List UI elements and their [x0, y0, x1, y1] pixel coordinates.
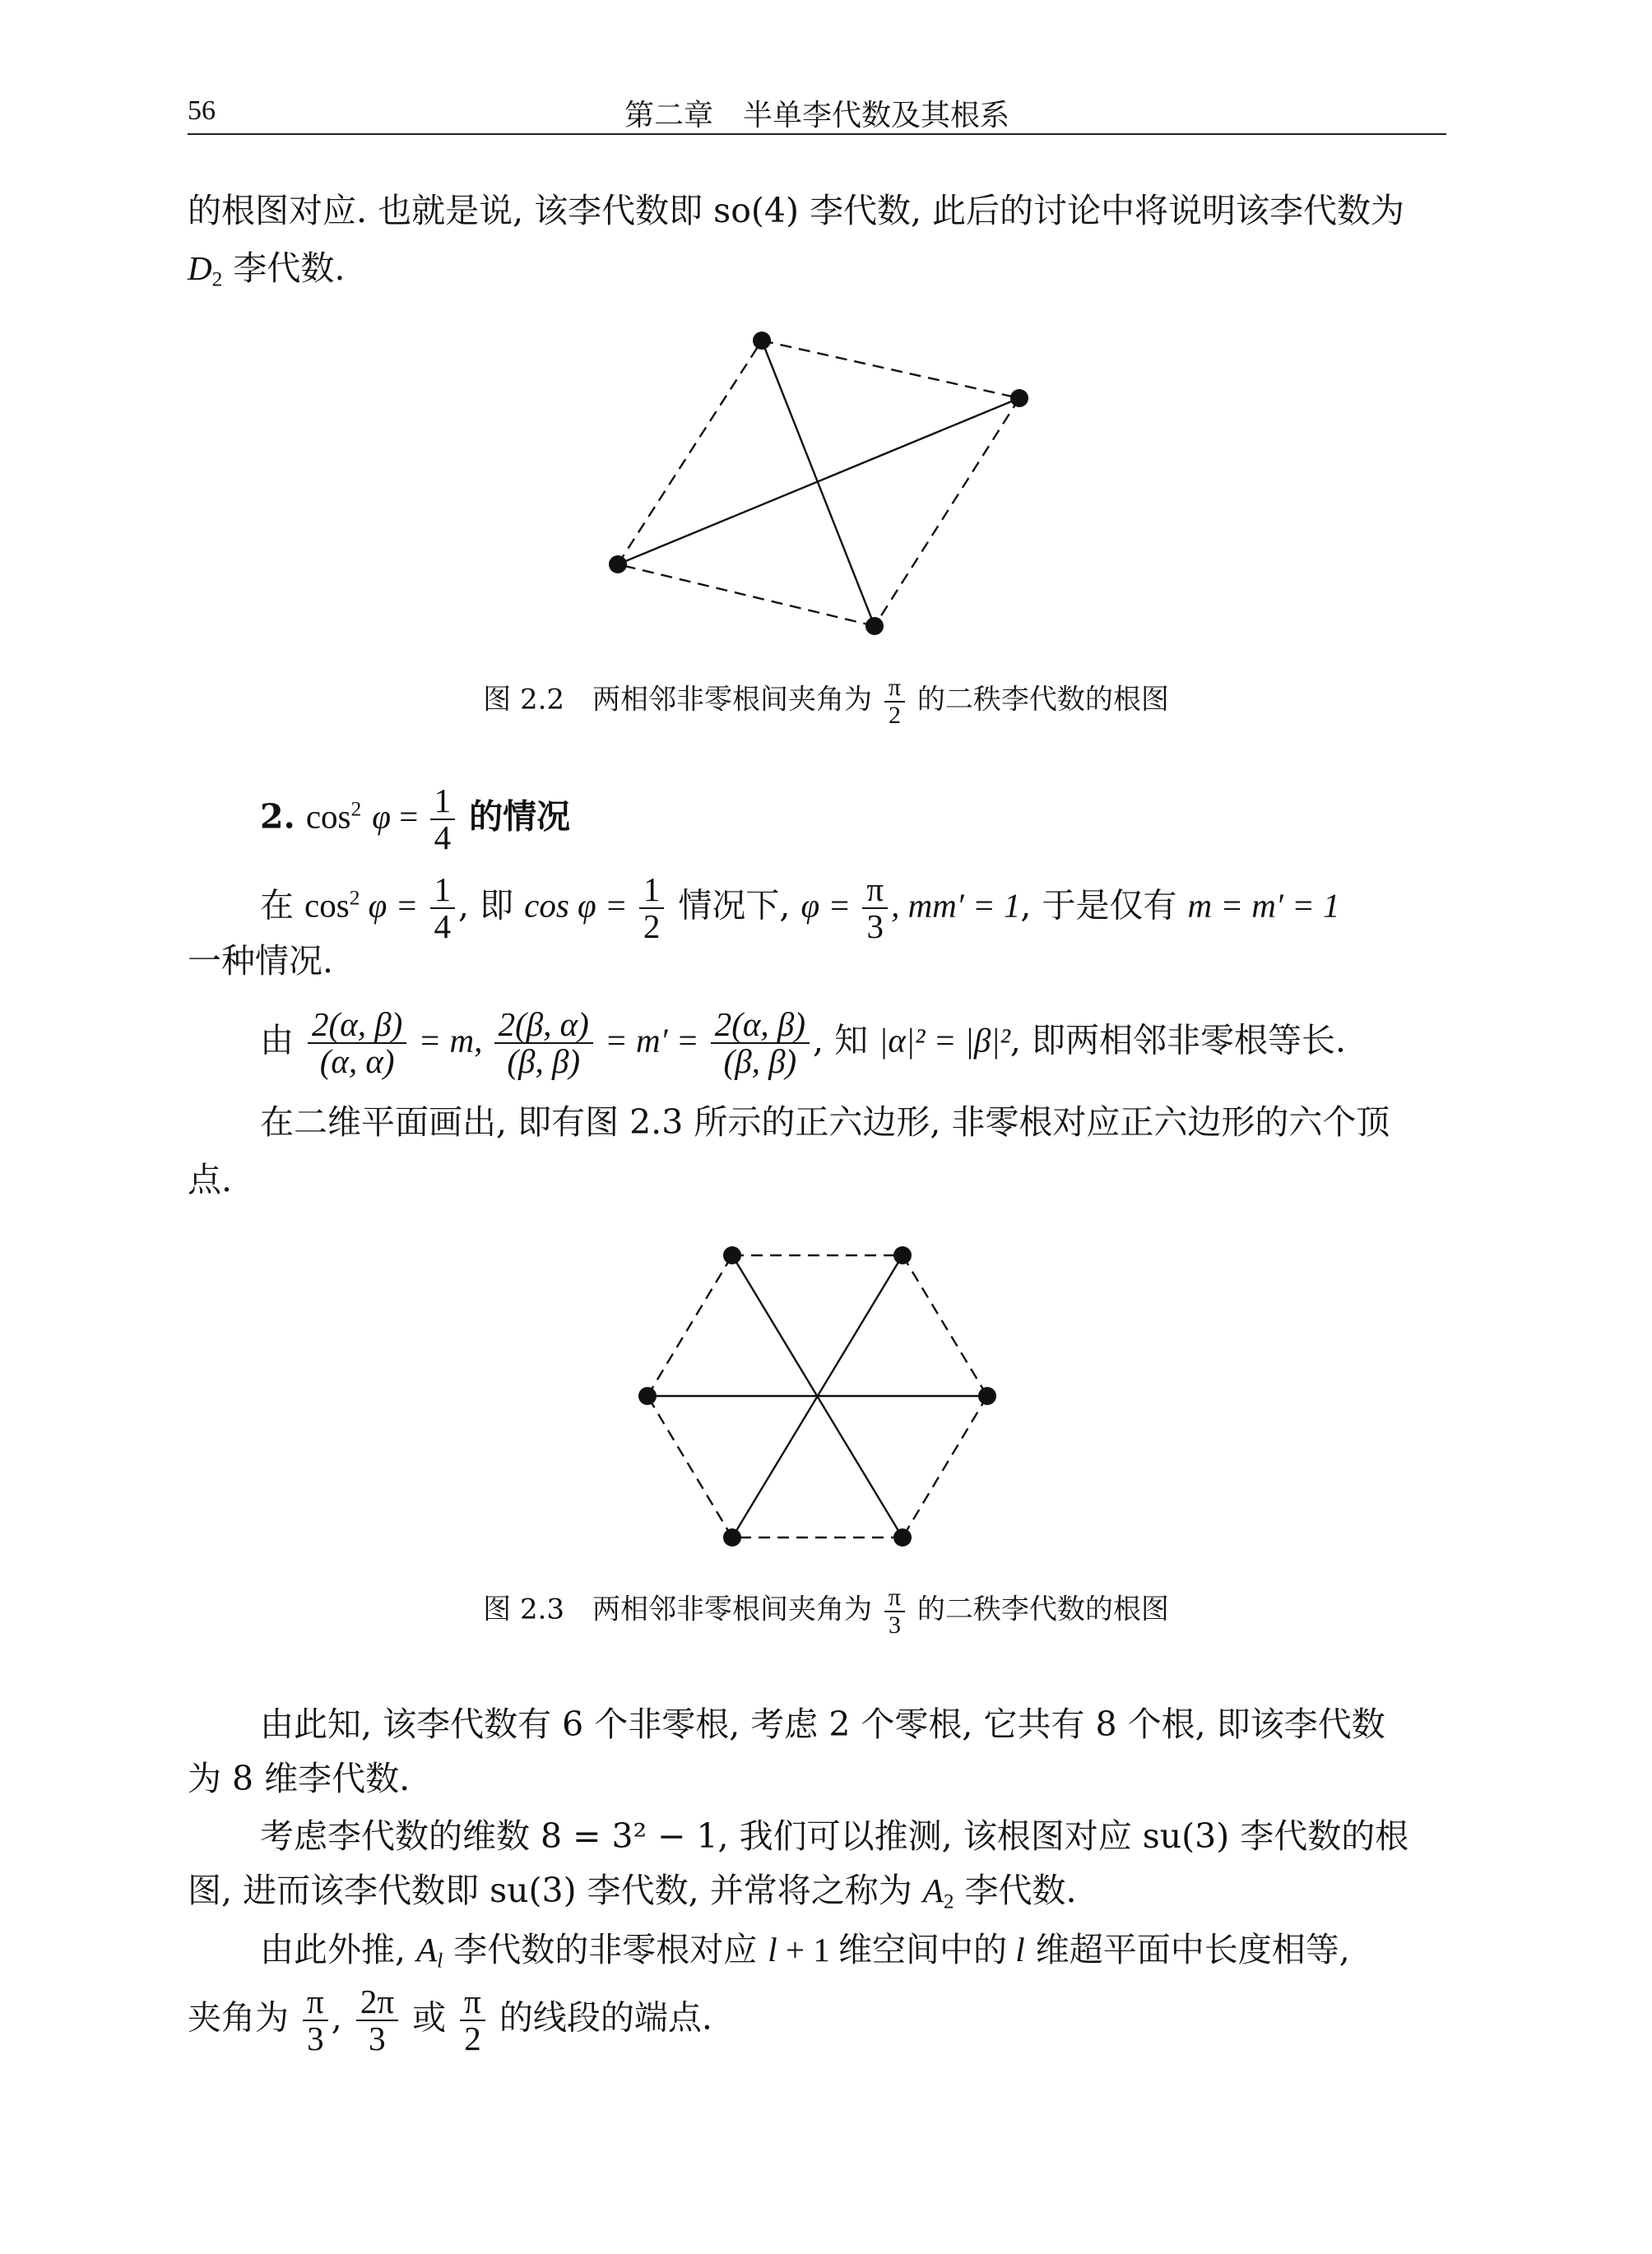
root-point: [865, 617, 884, 635]
paragraph-2-line-1: 在 $\cos^2 \varphi$ = $\frac{1}{4}$ , 即 cos φ = $\frac{1}{2}$ 情况下, φ = $\frac{\pi}{3}$ , mm′ = 1, 于是仅有 m = m′ = 1: [260, 870, 1340, 946]
dashed-edge: [903, 1255, 987, 1396]
root-point: [638, 1387, 657, 1405]
root-point: [1010, 389, 1028, 407]
root-point: [609, 555, 627, 573]
figure-2-2-caption: 图 2.2 两相邻非零根间夹角为 $\frac{\pi}{2}$ 的二秩李代数的根图: [483, 674, 1169, 729]
paragraph-6-line-2: 图, 进而该李代数即 su(3) 李代数, 并常将之称为 $A_2$ 李代数.: [188, 1871, 1077, 1913]
figure-2-3-caption: 图 2.3 两相邻非零根间夹角为 $\frac{\pi}{3}$ 的二秩李代数的根图: [483, 1584, 1169, 1639]
paragraph-7-line-1: 由此外推, $A_l$ 李代数的非零根对应 l + 1 维空间中的 l 维超平面中长度相等,: [260, 1930, 1350, 1973]
paragraph-6-line-1: 考虑李代数的维数 8 = 3² − 1, 我们可以推测, 该根图对应 su(3) 李代数的根: [260, 1816, 1409, 1856]
paragraph-5-line-2: 为 8 维李代数.: [188, 1759, 411, 1798]
dashed-edge: [875, 398, 1019, 626]
dashed-edge: [647, 1255, 732, 1396]
paragraph-4-line-1: 在二维平面画出, 即有图 2.3 所示的正六边形, 非零根对应正六边形的六个顶: [260, 1102, 1390, 1142]
fraction: $\frac{\pi}{3}$: [884, 1584, 905, 1638]
fraction: $\frac{2(\beta, \alpha)}{(\beta, \beta)}$: [494, 1007, 593, 1079]
fraction: $\frac{1}{4}$: [430, 783, 456, 856]
paragraph-2-line-2: 一种情况.: [188, 941, 334, 981]
running-title: 第二章 半单李代数及其根系: [624, 99, 1009, 132]
paragraph-7-line-2: 夹角为 $\frac{\pi}{3}$ , $\frac{2\pi}{3}$ 或 $\frac{\pi}{2}$ 的线段的端点.: [188, 1983, 712, 2058]
paragraph-1-line-1: 的根图对应. 也就是说, 该李代数即 so(4) 李代数, 此后的讨论中将说明该李代数为: [188, 191, 1405, 230]
dashed-edge: [647, 1396, 732, 1537]
fraction: $\frac{2\pi}{3}$: [356, 1984, 398, 2057]
figure-2-2-root-diagram: [576, 313, 1070, 642]
fraction: $\frac{\pi}{3}$: [862, 872, 888, 944]
fraction: $\frac{1}{2}$: [639, 872, 665, 944]
fraction: $\frac{\pi}{2}$: [460, 1984, 485, 2057]
root-point: [893, 1246, 912, 1264]
paragraph-3: 由 $\frac{2(\alpha, \beta)}{(\alpha, \alpha)}$ = m, $\frac{2(\beta, \alpha)}{(\beta, \beta)}$ = m′ = $\frac{2(\alpha, \beta)}{(\beta, \beta)}$ , 知 |α|² = |β|², 即两相邻非零根等长.: [260, 1005, 1346, 1081]
section-heading-2: 2. $\cos^2 \varphi$ = $\frac{1}{4}$ 的情况: [260, 781, 571, 857]
dashed-edge: [618, 564, 875, 626]
root-point: [978, 1387, 996, 1405]
paragraph-4-line-2: 点.: [188, 1160, 233, 1199]
figure-2-3-root-diagram: [625, 1234, 1020, 1563]
fraction: $\frac{2(\alpha, \beta)}{(\beta, \beta)}$: [711, 1007, 810, 1079]
root-point: [723, 1246, 741, 1264]
root-point: [753, 332, 771, 350]
root-point: [893, 1528, 912, 1547]
fraction: $\frac{2(\alpha, \beta)}{(\alpha, \alpha)}$: [308, 1007, 406, 1079]
dashed-edge: [903, 1396, 987, 1537]
root-line: [618, 398, 1019, 564]
dashed-edge: [762, 341, 1019, 398]
dashed-edge: [618, 341, 762, 564]
running-header: [188, 90, 1446, 135]
fraction: $\frac{\pi}{2}$: [884, 675, 905, 728]
page-number: 56: [188, 95, 216, 126]
fraction: $\frac{1}{4}$: [430, 872, 456, 944]
fraction: $\frac{\pi}{3}$: [303, 1984, 328, 2057]
paragraph-5-line-1: 由此知, 该李代数有 6 个非零根, 考虑 2 个零根, 它共有 8 个根, 即该李代数: [260, 1704, 1385, 1744]
root-point: [723, 1528, 741, 1547]
paragraph-1-line-2: $D_2$ 李代数.: [188, 248, 346, 291]
root-line: [762, 341, 875, 626]
